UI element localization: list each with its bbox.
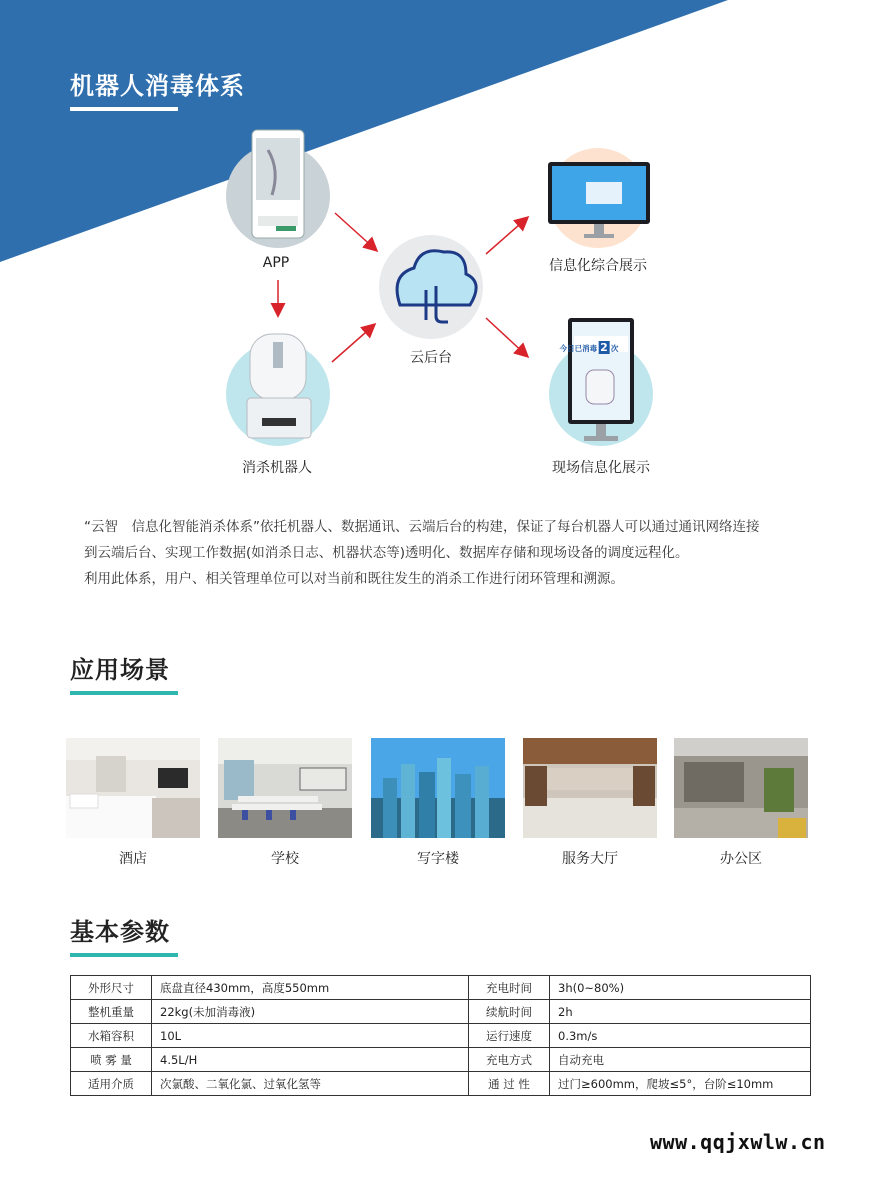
param-value: 过门≥600mm，爬坡≤5°，台阶≤10mm xyxy=(550,1072,811,1096)
watermark: www.qqjxwlw.cn xyxy=(650,1130,826,1154)
param-key: 适用介质 xyxy=(71,1072,152,1096)
param-value: 2h xyxy=(550,1000,811,1024)
param-key: 续航时间 xyxy=(469,1000,550,1024)
param-key: 整机重量 xyxy=(71,1000,152,1024)
table-row xyxy=(71,1000,811,1024)
description-line: “云智 信息化智能消杀体系”依托机器人、数据通讯、云端后台的构建，保证了每台机器人可以通过通讯网络连接 xyxy=(84,519,760,535)
section-title-system: 机器人消毒体系 xyxy=(70,66,245,111)
param-key: 喷 雾 量 xyxy=(71,1048,152,1072)
param-key: 通 过 性 xyxy=(469,1072,550,1096)
scene-label: 酒店 xyxy=(119,851,147,867)
scene-label: 办公区 xyxy=(720,851,762,867)
table-row xyxy=(71,976,811,1000)
section-title-params: 基本参数 xyxy=(70,912,178,957)
param-key: 运行速度 xyxy=(469,1024,550,1048)
section-title-scenes: 应用场景 xyxy=(70,650,178,695)
scene-hotel xyxy=(66,738,200,867)
description-line: 利用此体系，用户、相关管理单位可以对当前和既往发生的消杀工作进行闭环管理和溯源。 xyxy=(84,571,624,587)
node-info-display-label: 信息化综合展示 xyxy=(549,258,647,274)
param-key: 充电方式 xyxy=(469,1048,550,1072)
scene-office-building xyxy=(371,738,505,867)
param-key: 充电时间 xyxy=(469,976,550,1000)
scene-label: 学校 xyxy=(271,851,299,867)
param-value: 4.5L/H xyxy=(152,1048,469,1072)
node-app-label: APP xyxy=(262,255,290,271)
param-value: 0.3m/s xyxy=(550,1024,811,1048)
system-description xyxy=(84,514,814,592)
system-diagram xyxy=(0,0,876,500)
params-table xyxy=(70,975,811,1096)
node-cloud-label: 云后台 xyxy=(410,350,452,366)
table-row xyxy=(71,1048,811,1072)
node-robot-label: 消杀机器人 xyxy=(242,460,312,476)
service-hall-photo xyxy=(523,738,657,838)
office-buildings-photo xyxy=(371,738,505,838)
scene-school xyxy=(218,738,352,867)
param-value: 3h(0~80%) xyxy=(550,976,811,1000)
param-value: 22kg(未加消毒液) xyxy=(152,1000,469,1024)
office-area-photo xyxy=(674,738,808,838)
hotel-room-photo xyxy=(66,738,200,838)
table-row xyxy=(71,1024,811,1048)
param-value: 自动充电 xyxy=(550,1048,811,1072)
scene-office-area xyxy=(674,738,808,867)
classroom-photo xyxy=(218,738,352,838)
screen-headline: 今日已消毒 2 次 xyxy=(559,341,619,354)
param-value: 底盘直径430mm，高度550mm xyxy=(152,976,469,1000)
scene-service-hall xyxy=(523,738,657,867)
param-value: 次氯酸、二氧化氯、过氧化氢等 xyxy=(152,1072,469,1096)
table-row xyxy=(71,1072,811,1096)
scene-label: 写字楼 xyxy=(417,851,459,867)
param-key: 外形尺寸 xyxy=(71,976,152,1000)
param-value: 10L xyxy=(152,1024,469,1048)
param-key: 水箱容积 xyxy=(71,1024,152,1048)
scene-label: 服务大厅 xyxy=(562,851,618,867)
node-onsite-display-label: 现场信息化展示 xyxy=(552,460,650,476)
description-line: 到云端后台、实现工作数据(如消杀日志、机器状态等)透明化、数据库存储和现场设备的调度远程化。 xyxy=(84,545,689,561)
